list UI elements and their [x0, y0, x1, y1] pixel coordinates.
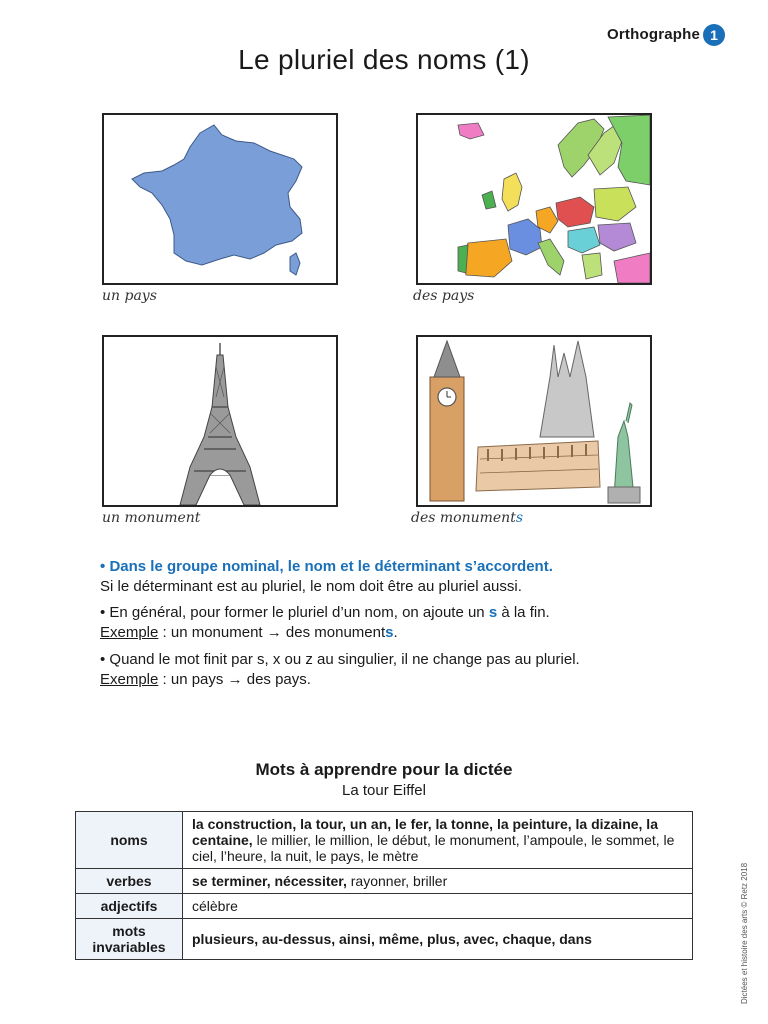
rule-3-text: • Quand le mot finit par s, x ou z au singulier, il ne change pas au pluriel.	[100, 651, 580, 668]
rule-2-s: s	[488, 604, 498, 621]
rule-2-example-text: : un monument → des monument	[158, 624, 386, 641]
vocab-subheading: La tour Eiffel	[342, 782, 426, 799]
table-row	[76, 919, 693, 960]
monuments-frame	[416, 335, 652, 507]
words-verbes-bold: se terminer, nécessiter,	[192, 873, 347, 889]
caption-plural-s: s	[515, 510, 524, 526]
france-map-image	[104, 115, 336, 283]
rule-2-example-s: s	[385, 624, 394, 641]
words-adjectifs-normal: célèbre	[192, 898, 238, 914]
rule-3-example-text: : un pays → des pays.	[158, 671, 311, 688]
rule-3	[100, 650, 580, 690]
table-row	[76, 894, 693, 919]
words-invariables-bold: plusieurs, au-dessus, ainsi, même, plus, avec, chaque, dans	[192, 931, 592, 947]
table-row	[76, 812, 693, 869]
words-noms-normal: le millier, le million, le début, le monument, l’ampoule, le sommet, le ciel, l’heure, la nuit, le pays, le mètre	[192, 832, 675, 864]
rule-2-example-period: .	[393, 624, 398, 641]
caption-des-monuments	[411, 510, 523, 526]
caption-un-pays: un pays	[102, 288, 157, 304]
eiffel-tower-image	[104, 337, 336, 505]
france-map-frame	[102, 113, 338, 285]
words-adjectifs	[183, 894, 693, 919]
rule-1-bold: Dans le groupe nominal, le nom et le déterminant s’accordent.	[109, 558, 553, 575]
words-noms-bold: la construction, la tour, un an, le fer, la tonne, la peinture, la dizaine, la centaine,	[192, 816, 658, 848]
caption-un-monument: un monument	[102, 510, 201, 526]
words-noms	[183, 812, 693, 869]
caption-des-pays: des pays	[413, 288, 475, 304]
words-verbes	[183, 869, 693, 894]
lesson-number-badge: 1	[703, 24, 725, 46]
subject-label: Orthographe	[607, 26, 701, 43]
monuments-image	[418, 337, 650, 505]
rule-2	[100, 603, 550, 643]
rule-1-text: Si le déterminant est au pluriel, le nom doit être au pluriel aussi.	[100, 578, 522, 595]
copyright-note: Dictées et histoire des arts © Retz 2018	[740, 862, 749, 1004]
vocab-table	[75, 811, 693, 960]
rule-3-example-label: Exemple	[100, 671, 159, 688]
words-verbes-normal: rayonner, briller	[346, 873, 448, 889]
rule-2-text-a: • En général, pour former le pluriel d’un nom, on ajoute un	[100, 604, 485, 621]
rule-2-example-label: Exemple	[100, 624, 159, 641]
eiffel-tower-frame	[102, 335, 338, 507]
caption-des-monuments-stem: des monument	[411, 510, 516, 526]
page-title: Le pluriel des noms (1)	[238, 44, 530, 75]
category-verbes: verbes	[76, 869, 183, 894]
table-row	[76, 869, 693, 894]
europe-map-frame	[416, 113, 652, 285]
europe-map-image	[418, 115, 650, 283]
category-noms: noms	[76, 812, 183, 869]
category-mots-invariables: mots invariables	[76, 919, 183, 960]
words-invariables	[183, 919, 693, 960]
rule-1-bullet: •	[100, 558, 106, 575]
vocab-heading: Mots à apprendre pour la dictée	[255, 760, 513, 779]
category-adjectifs: adjectifs	[76, 894, 183, 919]
rule-1	[100, 557, 553, 597]
rule-2-text-b: à la fin.	[501, 604, 550, 621]
